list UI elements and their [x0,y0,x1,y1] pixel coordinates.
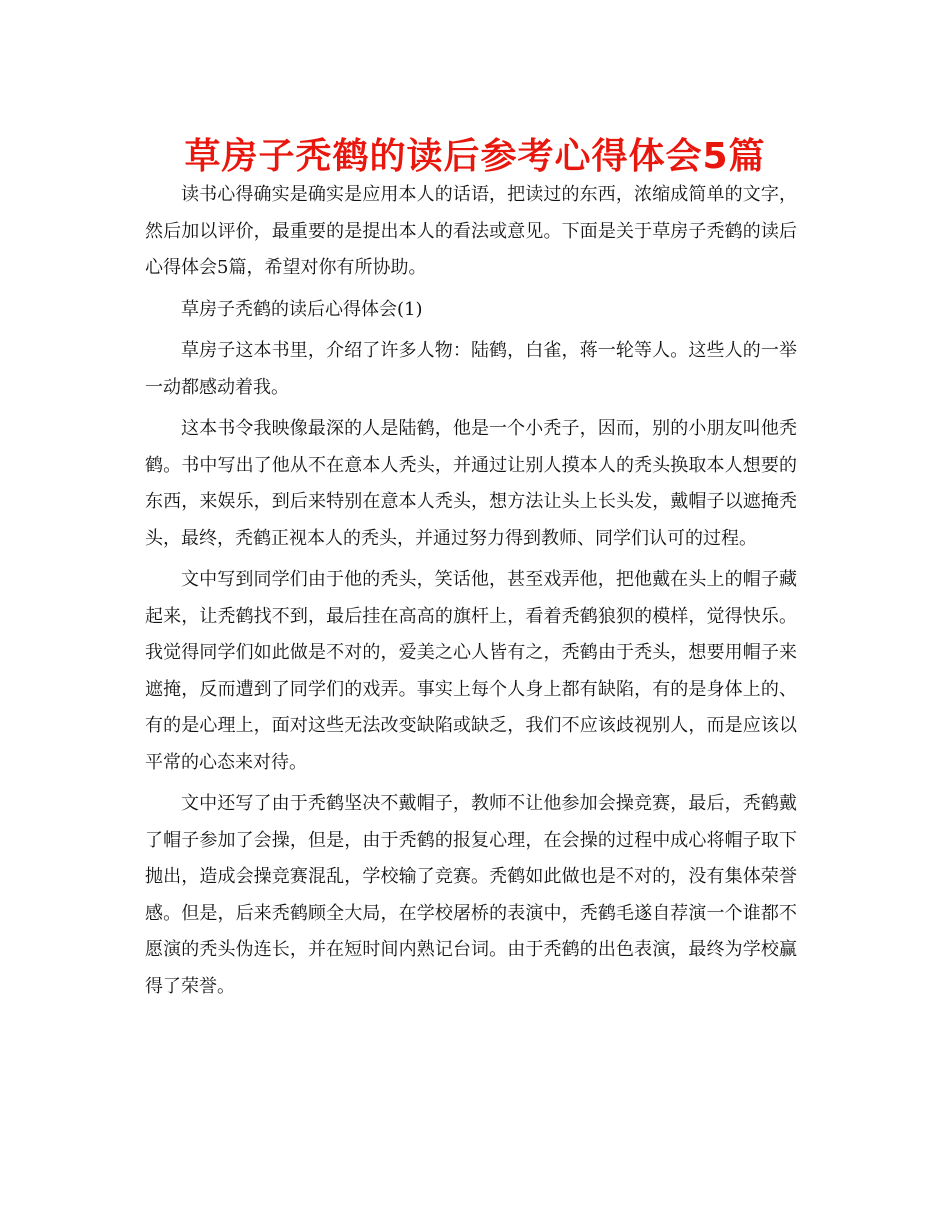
body-paragraph: 草房子这本书里，介绍了许多人物：陆鹤，白雀，蒋一轮等人。这些人的一举一动都感动着我。 [145,340,797,398]
body-paragraph: 文中写到同学们由于他的秃头，笑话他，甚至戏弄他，把他戴在头上的帽子藏起来，让秃鹤找不到，最后挂在高高的旗杆上，看着秃鹤狼狈的模样，觉得快乐。我觉得同学们如此做是不对的，爱美之心人皆有之，秃鹤由于秃头，想要用帽子来遮掩，反而遭到了同学们的戏弄。事实上每个人身上都有缺陷，有的是身体上的、有的是心理上，面对这些无法改变缺陷或缺乏，我们不应该歧视别人，而是应该以平常的心态来对待。 [145,569,797,773]
document-title: 草房子秃鹤的读后参考心得体会5篇 [184,136,766,177]
body-paragraph: 这本书令我映像最深的人是陆鹤，他是一个小秃子，因而，别的小朋友叫他秃鹤。书中写出了他从不在意本人秃头，并通过让别人摸本人的秃头换取本人想要的东西，来娱乐，到后来特别在意本人秃头，想方法让头上长头发，戴帽子以遮掩秃头，最终，秃鹤正视本人的秃头，并通过努力得到教师、同学们认可的过程。 [145,418,797,549]
intro-paragraph: 读书心得确实是确实是应用本人的话语，把读过的东西，浓缩成简单的文字，然后加以评价，最重要的是提出本人的看法或意见。下面是关于草房子秃鹤的读后心得体会5篇，希望对你有所协助。 [145,184,797,278]
document-body [145,177,797,1010]
section-heading: 草房子秃鹤的读后心得体会(1) [181,298,423,320]
body-paragraph: 文中还写了由于秃鹤坚决不戴帽子，教师不让他参加会操竞赛，最后，秃鹤戴了帽子参加了会操，但是，由于秃鹤的报复心理，在会操的过程中成心将帽子取下抛出，造成会操竞赛混乱，学校输了竞赛。秃鹤如此做也是不对的，没有集体荣誉感。但是，后来秃鹤顾全大局，在学校屠桥的表演中，秃鹤毛遂自荐演一个谁都不愿演的秃头伪连长，并在短时间内熟记台词。由于秃鹤的出色表演，最终为学校赢得了荣誉。 [145,793,797,997]
